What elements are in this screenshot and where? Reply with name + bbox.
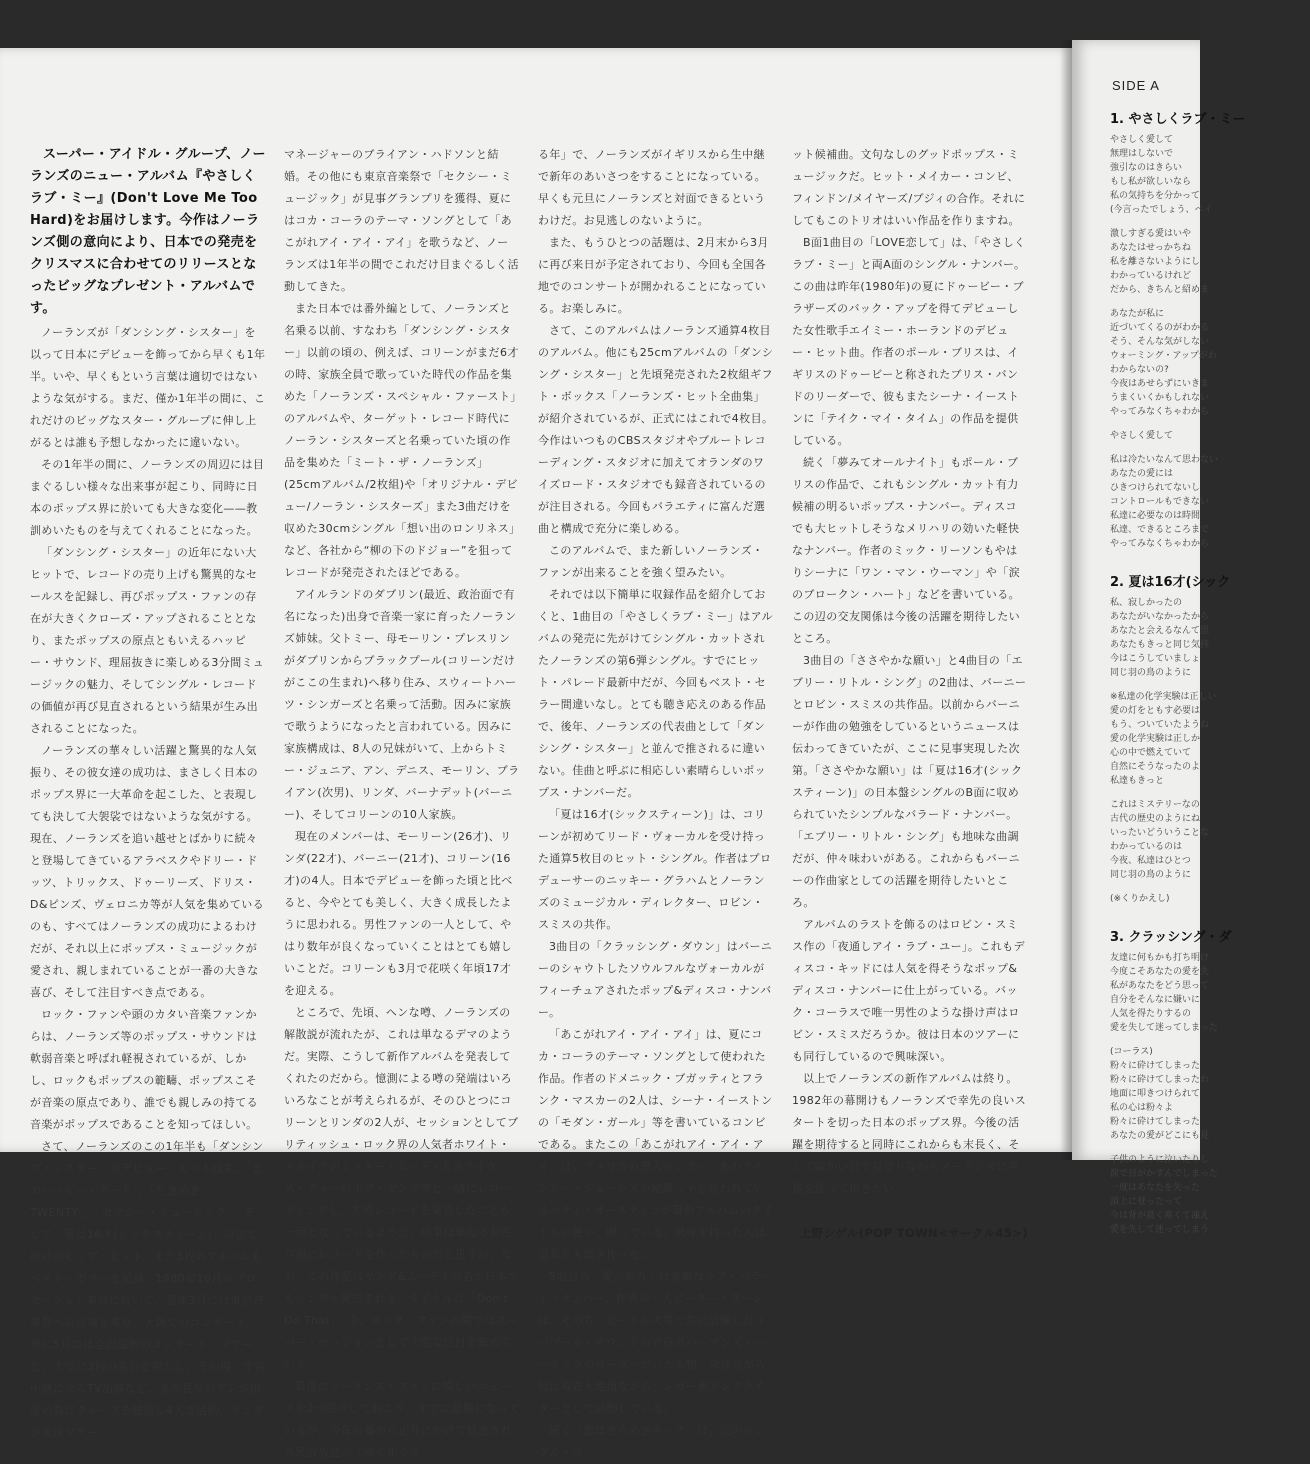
column-2: [284, 144, 520, 1459]
lyric-line: ウォーミング・アップがわ: [1110, 351, 1217, 361]
lyric-line: 私、寂しかったの: [1110, 598, 1183, 608]
lyric-line: そう、そんな気がしない: [1110, 337, 1210, 347]
lyric-line: 愛の灯をともす必要は: [1110, 706, 1201, 716]
author-credit: 上野シゲル(POP TOWN<サークル45>): [799, 1226, 1028, 1240]
stanza-gap: [1110, 551, 1310, 561]
lyrics-list: [1110, 98, 1310, 1247]
lyric-line: 近づいてくるのがわかる: [1110, 323, 1210, 333]
lyric-line: 涙で目がかすんでしまった: [1110, 1169, 1219, 1179]
body-paragraph: ところで、先頃、ヘンな噂、ノーランズの解散説が流れたが、これは単なるデマのようだ。実際、こうして新作アルバムを発表してくれたのだから。憶測による噂の発端はいろいろなことが考えられるが、そのひとつにコリーンとリンダの2人が、セッションとしてブリティッシュ・ロック界の人気者ホワイト・スネイクのミッキー・ムーディとステイタス・クォーのボブ・ヤング等と一緒にレコーディングし、先頃レコードを発表したことも一因となっているようだ。結果は単なるお遊び風にレコードを作ったものだと思うが、なお、この作品はヤング&ムーディの名で日本でもシングル発売される。タイトルは「Don't Do That」。今、ロック・ファンの間ではスーパー・セッションとして大変な注目を集めている。: [284, 1006, 520, 1371]
lyric-line: 今はこうしていましょ: [1110, 654, 1201, 664]
background-top: [0, 0, 1200, 48]
body-paragraph: 3曲目の「クラッシング・ダウン」はバーニーのシャウトしたソウルフルなヴォーカルがフィーチュアされたポップ&ディスコ・ナンバー。: [538, 940, 773, 1019]
body-paragraph: 3曲目の「ささやかな願い」と4曲目の「エブリー・リトル・シング」の2曲は、バーニーとロビン・スミスの共作品。以前からバーニーが作曲の勉強をしているというニュースは伝わってきていたが、ここに見事実現した次第。「ささやかな願い」は「夏は16才(シックスティーン)」の日本盤シングルのB面に収められていたシンプルなバラード・ナンバー。「エブリー・リトル・シング」も地味な曲調だが、仲々味わいがある。これからもバーニーの作曲家としての活躍を期待したいところ。: [792, 654, 1027, 909]
lyric-line: だから、きちんと紹めま: [1110, 285, 1210, 295]
lyric-line: 粉々に砕けてしまった: [1110, 1117, 1201, 1127]
lyric-line: わからないの?: [1110, 365, 1169, 375]
body-paragraph: アイルランドのダブリン(最近、政治面で有名になった)出身で音楽一家に育ったノーランズ姉妹。父トミー、母モーリン・プレスリンがダブリンからブラックプール(コリーンだけがここの生まれ)へ移り住み、スウィートハーツ・シンガーズと名乗って活動。因みに家族で歌うようになったと言われている。因みに家族構成は、8人の兄妹がいて、上からトミー・ジュニア、アン、デニス、モーリン、ブライアン(次男)、リンダ、バーナデット(バーニー)、そしてコリーンの10人家族。: [284, 588, 520, 821]
lyric-line: (コーラス): [1110, 1047, 1153, 1057]
song-title: 1. やさしくラブ・ミー: [1110, 112, 1246, 127]
stanza-gap: [1110, 1035, 1310, 1045]
stanza-gap: [1110, 788, 1310, 798]
body-paragraph: アルバムのラストを飾るのはロビン・スミス作の「夜通しアイ・ラブ・ユー」。これもディスコ・キッドには人気を得そうなポップ&ディスコ・ナンバーに仕上がっている。バック・コーラスで唯一男性のような掛け声はロビン・スミスだろうか。彼は日本のツアーにも同行しているので興味深い。: [792, 918, 1025, 1063]
lyric-line: ※私達の化学実験は正しい: [1110, 692, 1217, 702]
stanza-gap: [1110, 297, 1310, 307]
stanza-gap: [1110, 217, 1310, 227]
lyric-line: 自分をそんなに嫌いに: [1110, 995, 1201, 1005]
lyric-line: あなたと会えるなんて思: [1110, 626, 1210, 636]
body-paragraph: 「ダンシング・シスター」の近年にない大ヒットで、レコードの売り上げも驚異的なセールスを記録し、再びポップス・ファンの存在が大きくクローズ・アップされることとなり、またポップスの原点ともいえるハッピー・サウンド、理屈抜きに楽しめる3分間ミュージックの魅力、そしてシングル・レコードの価値が再び見直されるという結果が生み出されることになった。: [30, 546, 265, 735]
lyric-line: 激しすぎる愛はいや: [1110, 229, 1192, 239]
body-paragraph: 以上でノーランズの新作アルバムは終り。1982年の幕開けもノーランズで幸先の良いスタートを切った日本のポップス界。今後の活躍を期待すると同時にこれからも末長く、そして暖かい目で見守りながらノーランズに声援を送って頂きたい。: [792, 1072, 1027, 1195]
column-3: [538, 144, 774, 1459]
lyric-line: 同じ羽の鳥のように: [1110, 668, 1192, 678]
lyric-line: 私達もきっと: [1110, 776, 1165, 786]
body-paragraph: それでは以下簡単に収録作品を紹介しておくと、1曲目の「やさしくラブ・ミー」はアルバムの発売に先がけてシングル・カットされたノーランズの第6弾シングル。すでにヒット・パレード最新中だが、今回もベスト・セラー間違いなし。とても聴き応えのある作品で、後年、ノーランズの代表曲として「ダンシング・シスター」と並んで推されるに違いない。佳曲と呼ぶに相応しい素晴らしいポップス・ナンバーだ。: [538, 588, 773, 799]
lyric-line: 自然にそうなったのよ: [1110, 762, 1201, 772]
lyric-line: うまくいくかもしれない: [1110, 393, 1210, 403]
lyric-line: あなたが私に: [1110, 309, 1165, 319]
lyric-line: 人気を得たりするの: [1110, 1009, 1192, 1019]
lyric-line: ひきつけられてないし: [1110, 483, 1201, 493]
body-paragraph: その1年半の間に、ノーランズの周辺には目まぐるしい様々な出来事が起こり、同時に日本のポップス界に於いても大きな変化——教訓めいたものを与えてくれることになった。: [30, 458, 265, 537]
body-paragraph: ノーランズが「ダンシング・シスター」を以って日本にデビューを飾ってから早くも1年半。いや、早くもという言葉は適切ではないような気がする。まだ、僅か1年半の間に、これだけのビッグなスター・グループに伸し上がるとは誰も予想しなかったに違いない。: [30, 326, 266, 449]
lyric-line: 今度こそあなたの愛を失: [1110, 967, 1210, 977]
lyric-line: 無理はしないで: [1110, 149, 1174, 159]
lyric-line: 今夜、私達はひとつ: [1110, 856, 1191, 866]
body-paragraph: ット候補曲。文句なしのグッドポップス・ミュージックだ。ヒット・メイカー・コンビ、フィンドン/メイヤーズ/ブジィの合作。それにしてもこのトリオはいい作品を作りますね。: [792, 148, 1026, 227]
lyric-line: やってみなくちゃわから: [1110, 539, 1210, 549]
lyric-line: 私があなたをどう思って: [1110, 981, 1210, 991]
lyric-line: 愛の化学実験は正しか: [1110, 734, 1201, 744]
lyric-line: 友達に何もかも打ち明け: [1110, 953, 1210, 963]
body-paragraph: さて、ノーランズのこの1年半も「ダンシング・シスター」のデビュー・ヒット以来、「恋のハッピー・デート」、「ときめきTWENTY」、「セクシー・ミュージック」、そして「夏は16才(シックスティーン)」の立て続けのビッグ・ヒット、また3枚のアルバムもベスト・セラーを記録。1980年10月のプロモーション来日に続いて、翌年3月には東京音楽祭への出場と東京、大阪でのコンサート、更に5月には全国縦断のコンサート・ツアーと、すでに3回の来日を果たし、その間、宇宙中継によるTV出演など、また長女のアンが出産の為にグループを脱退し4人で活動、リンダが先頃ツアー・: [30, 1140, 266, 1439]
lyric-line: 粉々に砕けてしまったわ: [1110, 1075, 1210, 1085]
body-paragraph: また、もうひとつの話題は、2月末から3月に再び来日が予定されており、今回も全国各地でのコンサートが開かれることになっている。お楽しみに。: [538, 236, 769, 315]
lyric-line: わかっているけれど: [1110, 271, 1192, 281]
lyric-line: 私達、できるところまで: [1110, 525, 1210, 535]
body-paragraph: 最後にノーランズ・ファンに嬉しいニュースを2つ紹介しておこう。すでに話題になっているが、今年の暮から正月にかけて放送される民放放送の「ゆく年くる: [284, 1380, 520, 1459]
lyric-line: (※くりかえし): [1110, 894, 1170, 904]
body-paragraph: 現在のメンバーは、モーリーン(26才)、リンダ(22才)、バーニー(21才)、コリーン(16才)の4人。日本でデビューを飾った頃と比べると、今やとても美しく、大きく成長したように思われる。男性ファンの一人として、やはり数年が良くなっていくことはとても嬉しいことだ。コリーンも3月で花咲く年頃17才を迎える。: [284, 830, 513, 997]
stanza-gap: [1110, 680, 1310, 690]
stanza-gap: [1110, 443, 1310, 453]
body-paragraph: 「夏は16才(シックスティーン)」は、コリーンが初めてリード・ヴォーカルを受け持った通算5枚目のヒット・シングル。作者はプロデューサーのニッキー・グラハムとノーランズのミュージカル・ディレクター、ロビン・スミスの共作。: [538, 808, 772, 931]
stanza-gap: [1110, 1143, 1310, 1153]
lyric-line: (今言ったでしょう、ベイ: [1110, 205, 1213, 215]
lyric-line: あなたはせっかちね: [1110, 243, 1191, 253]
lyric-line: やさしく愛して: [1110, 431, 1174, 441]
lyric-line: わかっているのは: [1110, 842, 1183, 852]
lyric-line: 私達に必要なのは時間: [1110, 511, 1201, 521]
text-columns: [30, 144, 1050, 1459]
lyric-line: 私の心は粉々よ: [1110, 1103, 1174, 1113]
lyric-line: 愛を失して迷ってしまう: [1110, 1225, 1210, 1235]
body-paragraph: B面1曲目の「LOVE恋して」は、「やさしくラブ・ミー」と両A面のシングル・ナンバー。この曲は昨年(1980年)の夏にドゥービー・ブラザーズのバック・アップを得てデビューした女性歌手エイミー・ホーランドのデビュー・ヒット曲。作者のポール・ブリスは、イギリスのドゥービーと称されたブリス・バンドのリーダーで、彼もまたシーナ・イーストンに「テイク・マイ・タイム」の作品を提供している。: [792, 236, 1026, 447]
lyric-line: これはミステリーなの: [1110, 800, 1200, 810]
lyric-line: 一度はあなたを失った: [1110, 1183, 1201, 1193]
lyric-line: もし私が欲しいなら: [1110, 177, 1192, 187]
lead-paragraph: スーパー・アイドル・グループ、ノーランズのニュー・アルバム『やさしくラブ・ミー』(Don't Love Me Too Hard)をお届けします。今作はノーランズ側の意向により、日本での発売をクリスマスに合わせてのリリースとなったビッグなプレゼント・アルバムです。: [30, 147, 266, 316]
body-paragraph: さて、このアルバムはノーランズ通算4枚目のアルバム。他にも25cmアルバムの「ダンシング・シスター」と先頃発売された2枚組ギフト・ボックス「ノーランズ・ヒット全曲集」が紹介されているが、正式にはこれで4枚目。今作はいつものCBSスタジオやブルートレコーディング・スタジオに加えてオランダのワイズロード・スタジオでも録音されているのが注目される。今回もバラエティに富んだ選曲と構成で充分に楽しめる。: [538, 324, 774, 535]
body-paragraph: 「あこがれアイ・アイ・アイ」は、夏にコカ・コーラのテーマ・ソングとして使われた作品。作者のドメニック・ブガッティとフランク・マスカーの2人は、シーナ・イーストンの「モダン・ガール」等を書いているコンビである。またこの「あこがれアイ・アイ・アイ」は、アメリカの黒人シンガー、あのクインシー・ジョーンズの秘蔵っ子と言われているパティ・オースティンが最新アルバムのタイトルに使い、唄っている。興味を持った人は是非とも聴き比べを。: [538, 1028, 774, 1261]
stanza-gap: [1110, 1237, 1310, 1247]
lyric-line: やってみなくちゃわから: [1110, 407, 1210, 417]
body-paragraph: 続く「夢みてオールナイト」もポール・ブリスの作品で、これもシングル・カット有力候補の明るいポップス・ナンバー。ディスコでも大ヒットしそうなメリハリの効いた軽快なナンバー。作者のミック・リーソンもやはりシーナに「ワン・マン・ウーマン」や「涙のブロークン・ハート」などを書いている。この辺の交友関係は今後の活躍を期待したいところ。: [792, 456, 1020, 645]
lyric-line: あなたもきっと同じ気持: [1110, 640, 1210, 650]
body-paragraph: ノーランズの華々しい活躍と驚異的な人気振り、その彼女達の成功は、まさしく日本のポップス界に一大革命を起こした、と表現しても決して大袈裟ではないような気がする。現在、ノーランズを追い越せとばかりに続々と登場してきているアラベスクやドリー・ドッツ、トリックス、ドゥーリーズ、ドリス・D&ピンズ、ヴェロニカ等が人気を集めているのも、すべてはノーランズの成功によるわけだが、それ以上にポップス・ミュージックが愛され、親しまれていることが一番の大きな喜び、そして注目すべき点である。: [30, 744, 265, 999]
column-4: [792, 144, 1028, 1240]
lyric-line: 今は背が高く寒くて凍え: [1110, 1211, 1210, 1221]
lyric-line: いったいどういうことな: [1110, 828, 1210, 838]
lyric-line: 強引なのはきらい: [1110, 163, 1183, 173]
lyric-line: 古代の歴史のようにね: [1110, 814, 1201, 824]
lyric-line: コントロールもできない: [1110, 497, 1209, 507]
lyric-line: 心の中で燃えていて: [1110, 748, 1192, 758]
lyric-line: あなたの愛には: [1110, 469, 1174, 479]
body-paragraph: 5曲目の「愛の祈り」は素敵なラブ・バラード・ナンバー。作者の一人ピーター・ヌーンは、その昔、ビートルズ等と共に活躍したリバプール・サウンドの立役者ハーマンズ・ハーミッツのリーダーだった人物。余談ながら彼は現在も地道ながらシンガー兼ソングライターとして活動している。: [538, 1270, 773, 1415]
lyric-line: 私は冷たいなんて思わない: [1110, 455, 1219, 465]
song-title: 2. 夏は16才(シック: [1110, 575, 1231, 590]
lyric-line: 愛を失して迷ってしまった: [1110, 1023, 1219, 1033]
body-paragraph: ロック・ファンや頭のカタい音楽ファンからは、ノーランズ等のポップス・サウンドは軟弱音楽と呼ばれ軽視されているが、しかし、ロックもポップスの範疇、ポップスこそが音楽の原点であり、誰でも親しみの持てる音楽がポップスであることを知ってほしい。: [30, 1008, 258, 1131]
lyric-line: 地面に叩きつけられて: [1110, 1089, 1201, 1099]
lyrics-page: [1072, 40, 1246, 1235]
liner-notes-page: [0, 48, 1072, 1459]
lyric-line: 私の気持ちを分かって: [1110, 191, 1201, 201]
body-paragraph: る年」で、ノーランズがイギリスから生中継で新年のあいさつをすることになっている。早くも元旦にノーランズと対面できるというわけだ。お見逃しのないように。: [538, 148, 766, 227]
stanza-gap: [1110, 882, 1310, 892]
lyric-line: 同じ羽の鳥のように: [1110, 870, 1192, 880]
lyric-line: 子供のように泣いたりし: [1110, 1155, 1210, 1165]
lyric-line: もう、ついていたようね: [1110, 720, 1210, 730]
side-label: SIDE A: [1112, 78, 1160, 93]
body-paragraph: このアルバムで、また新しいノーランズ・ファンが出来ることを強く望みたい。: [538, 544, 764, 579]
body-paragraph: マネージャーのブライアン・ハドソンと結婚。その他にも東京音楽祭で「セクシー・ミュージック」が見事グランプリを獲得、夏にはコカ・コーラのテーマ・ソングとして「あこがれアイ・アイ・アイ」を歌うなど、ノーランズは1年半の間でこれだけ目まぐるしく活動してきた。: [284, 148, 520, 293]
lyric-line: あなたがいなかったから: [1110, 612, 1210, 622]
body-paragraph: また日本では番外編として、ノーランズと名乗る以前、すなわち「ダンシング・シスター」以前の頃の、例えば、コリーンがまだ6才の時、家族全員で歌っていた時代の作品を集めた「ノーランズ・スペシャル・ファースト」のアルバムや、ターゲット・レコード時代にノーラン・シスターズと名乗っていた頃の作品を集めた「ミート・ザ・ノーランズ」(25cmアルバム/2枚組)や「オリジナル・デビュー/ノーラン・シスターズ」また3曲だけを収めた30cmシングル「想い出のロンリネス」など、各社から“柳の下のドジョー”を狙ってレコードが発売されたほどである。: [284, 302, 519, 579]
lyric-line: あなたの愛がどこにも見: [1110, 1131, 1210, 1141]
lyric-line: 今夜はあせらずにいきま: [1110, 379, 1210, 389]
song-title: 3. クラッシング・ダ: [1110, 930, 1232, 945]
column-1: [30, 144, 266, 1439]
lyric-line: やさしく愛して: [1110, 135, 1174, 145]
stanza-gap: [1110, 419, 1310, 429]
lyric-line: 私を離さないようにし: [1110, 257, 1201, 267]
body-paragraph: 続く「恋はきらめきキッス」は、次のシングル・カ: [538, 1424, 766, 1459]
stanza-gap: [1110, 906, 1310, 916]
lyric-line: 頂上に登ったって: [1110, 1197, 1183, 1207]
lyric-line: 粉々に砕けてしまった: [1110, 1061, 1201, 1071]
